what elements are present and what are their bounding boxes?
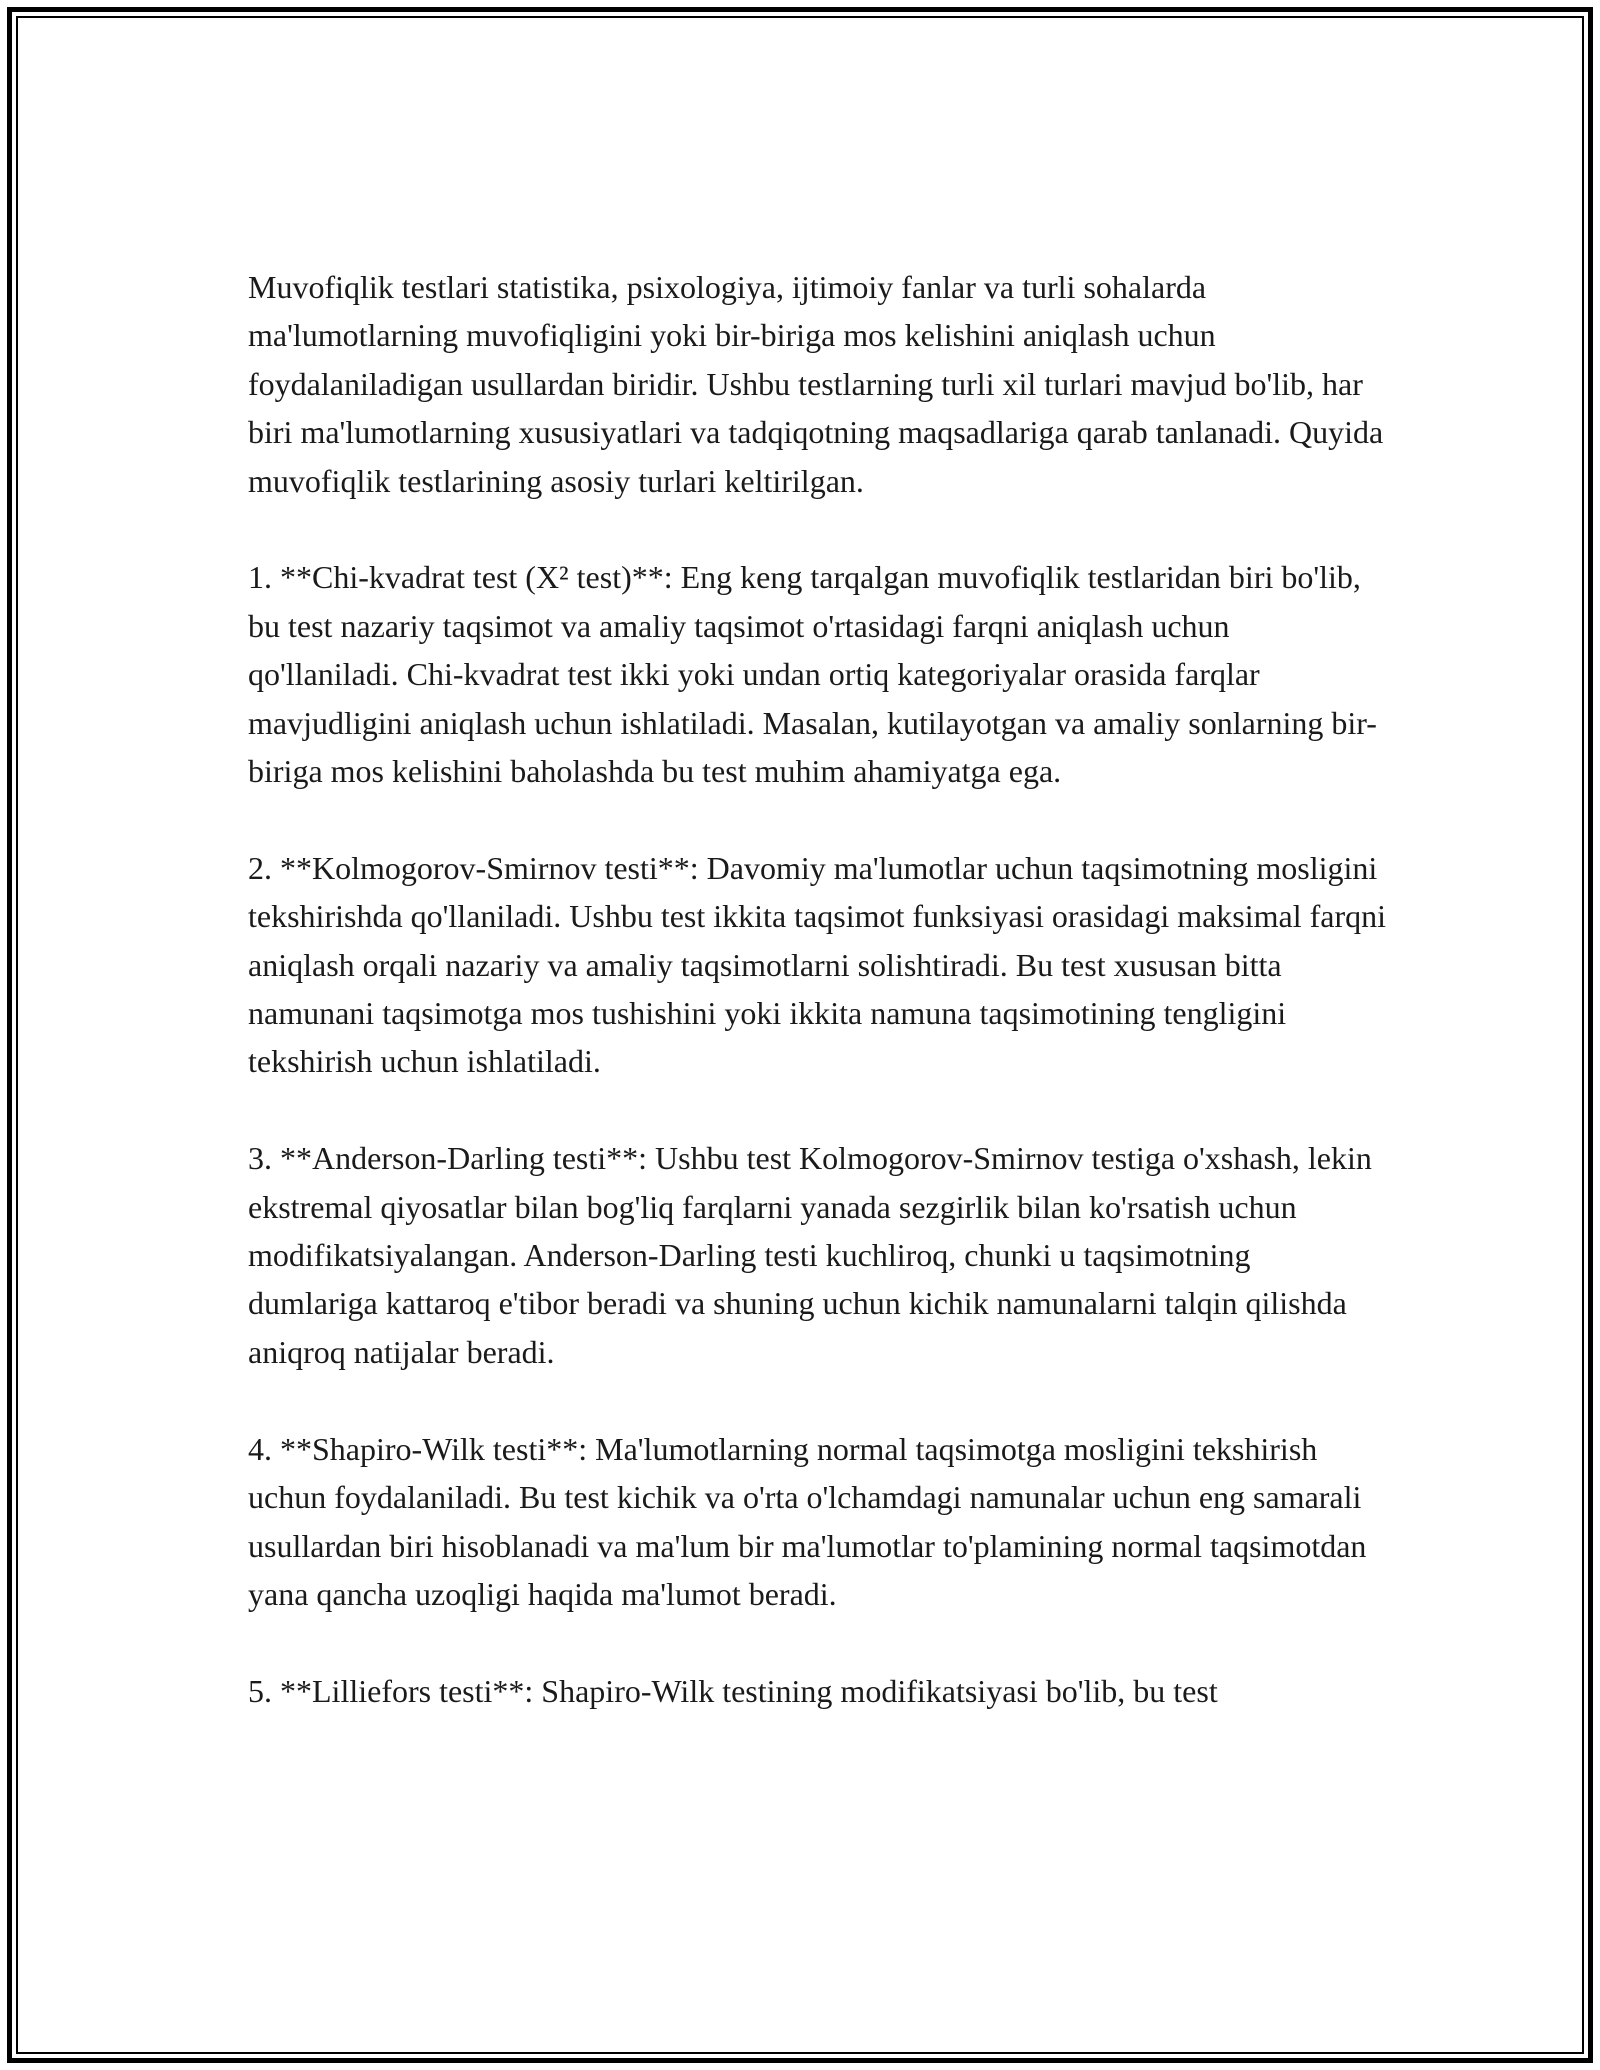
page-frame (7, 7, 1593, 2063)
anderson-darling-test-paragraph: 3. **Anderson-Darling testi**: Ushbu test Kolmogorov-Smirnov testiga o'xshash, lekin ekstremal qiyosatlar bilan bog'liq farqlarni yanada sezgirlik bilan ko'rsatish uchun modifikatsiyalangan. Anderson-Darling testi kuchliroq, chunki u taqsimotning dumlariga kattaroq e'tibor beradi va shuning uchun kichik namunalarni talqin qilishda aniqroq natijalar beradi. (248, 1140, 1372, 1370)
intro-paragraph: Muvofiqlik testlari statistika, psixologiya, ijtimoiy fanlar va turli sohalarda ma'lumotlarning muvofiqligini yoki bir-biriga mos kelishini aniqlash uchun foydalaniladigan usullardan biridir. Ushbu testlarning turli xil turlari mavjud bo'lib, har biri ma'lumotlarning xususiyatlari va tadqiqotning maqsadlariga qarab tanlanadi. Quyida muvofiqlik testlarining asosiy turlari keltirilgan. (248, 269, 1384, 499)
chi-square-test-paragraph: 1. **Chi-kvadrat test (X² test)**: Eng keng tarqalgan muvofiqlik testlaridan biri bo'lib, bu test nazariy taqsimot va amaliy taqsimot o'rtasidagi farqni aniqlash uchun qo'llaniladi. Chi-kvadrat test ikki yoki undan ortiq kategoriyalar orasida farqlar mavjudligini aniqlash uchun ishlatiladi. Masalan, kutilayotgan va amaliy sonlarning bir-biriga mos kelishini baholashda bu test muhim ahamiyatga ega. (248, 559, 1377, 790)
kolmogorov-smirnov-test-paragraph: 2. **Kolmogorov-Smirnov testi**: Davomiy ma'lumotlar uchun taqsimotning mosligini tekshirishda qo'llaniladi. Ushbu test ikkita taqsimot funksiyasi orasidagi maksimal farqni aniqlash orqali nazariy va amaliy taqsimotlarni solishtiradi. Bu test xususan bitta namunani taqsimotga mos tushishini yoki ikkita namuna taqsimotining tengligini tekshirish uchun ishlatiladi. (248, 849, 1387, 1080)
shapiro-wilk-test-paragraph: 4. **Shapiro-Wilk testi**: Ma'lumotlarning normal taqsimotga mosligini tekshirish uchun foydalaniladi. Bu test kichik va o'rta o'lchamdagi namunalar uchun eng samarali usullardan biri hisoblanadi va ma'lum bir ma'lumotlar to'plamining normal taqsimotdan yana qancha uzoqligi haqida ma'lumot beradi. (248, 1430, 1367, 1612)
lilliefors-test-paragraph: 5. **Lilliefors testi**: Shapiro-Wilk testining modifikatsiyasi bo'lib, bu test (248, 1672, 1218, 1709)
document-body (248, 263, 1388, 1715)
